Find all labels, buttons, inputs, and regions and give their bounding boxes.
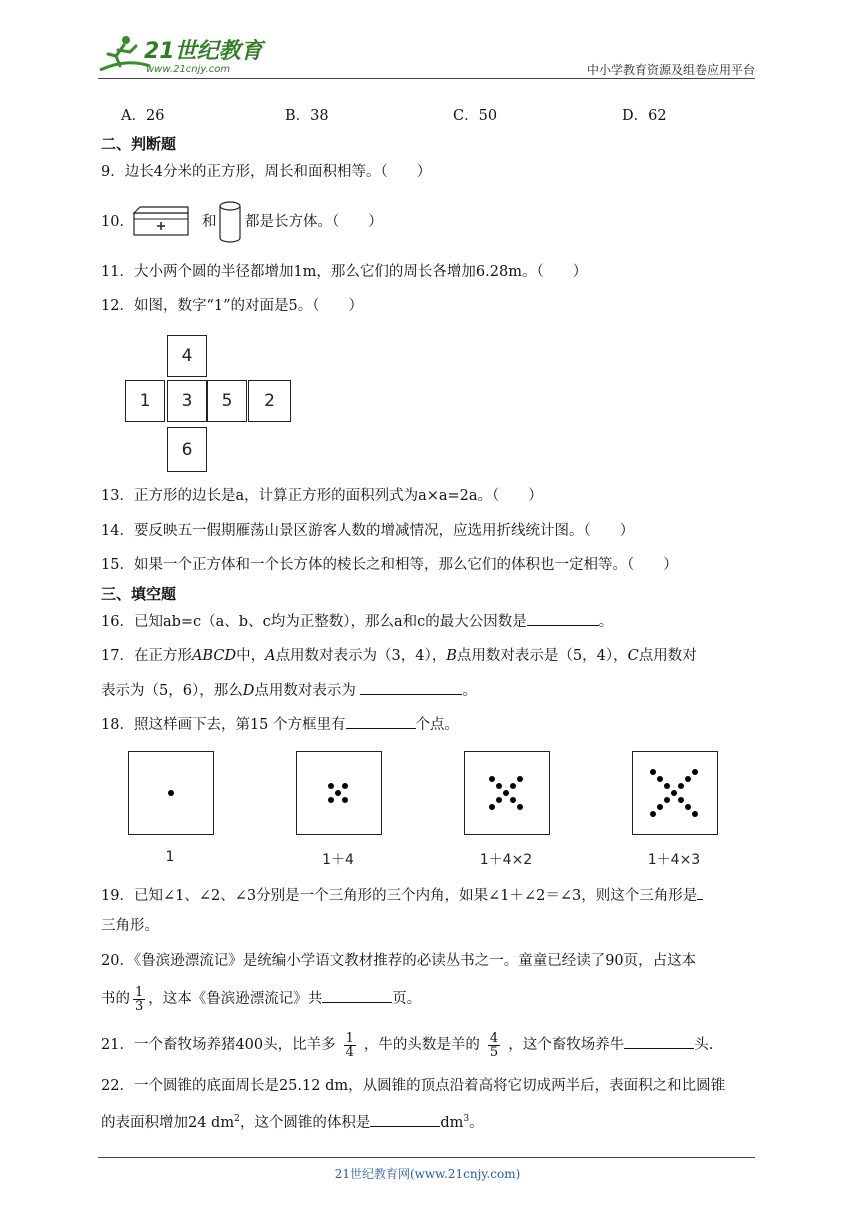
fraction-one-fourth: [344, 1032, 356, 1059]
pattern-dot: [496, 797, 502, 803]
q17-text: 17．在正方形: [101, 648, 192, 664]
q17-text: 表示为（5，6），那么: [101, 683, 243, 699]
question-20-line2: [101, 984, 766, 1014]
pattern-dot: [489, 804, 495, 810]
logo: [96, 30, 266, 78]
question-21: [101, 1030, 766, 1060]
q16-end: 。: [598, 614, 614, 630]
q10-number: 10．: [101, 214, 134, 230]
footer-divider: [98, 1157, 755, 1158]
fraction-one-third: [133, 986, 145, 1013]
q17-end: 。: [462, 683, 477, 699]
pattern-dot: [657, 776, 663, 782]
q22-unit: dm: [440, 1114, 464, 1131]
pattern-dot: [342, 783, 348, 789]
pattern-box-3: [464, 751, 550, 835]
pattern-dot: [489, 776, 495, 782]
q20-text: ，这本《鲁滨逊漂流记》共: [148, 991, 323, 1007]
q17-text: 点用数对表示为（3，4），: [275, 648, 447, 664]
fraction-denominator: 4: [345, 1044, 354, 1060]
q16-answer-blank[interactable]: [527, 611, 599, 626]
cylinder-icon: [217, 200, 243, 244]
logo-main-text: 21世纪教育: [144, 39, 263, 64]
q10-tail: 都是长方体。（ ）: [245, 214, 383, 230]
pattern-dot: [664, 783, 670, 789]
pattern-caption-2: 1＋4: [322, 852, 354, 868]
medicine-box-icon: [132, 205, 190, 237]
q22-superscript: 3: [463, 1114, 470, 1124]
q17-answer-blank[interactable]: [360, 680, 462, 695]
pattern-dot: [328, 783, 334, 789]
pattern-box-1: [128, 751, 214, 835]
pattern-dot: [692, 769, 698, 775]
pattern-dot: [678, 797, 684, 803]
pattern-box-4: [632, 751, 718, 835]
question-19-line2: 三角形。: [101, 918, 159, 934]
q22-answer-blank[interactable]: [370, 1112, 440, 1127]
q17-text: 点用数对表示为: [254, 683, 356, 699]
question-22-line1: 22．一个圆锥的底面周长是25.12 dm，从圆锥的顶点沿着高将它切成两半后，表面积之和比圆锥: [101, 1078, 726, 1094]
question-17-line2: [101, 680, 766, 701]
pattern-dot: [657, 804, 663, 810]
question-13: 13．正方形的边长是a，计算正方形的面积列式为a×a=2a。（ ）: [101, 488, 543, 504]
section-title-judgement: 二、判断题: [101, 135, 177, 153]
pattern-dot: [517, 804, 523, 810]
section-title-fill: 三、填空题: [101, 585, 177, 603]
q20-end: 页。: [392, 991, 422, 1007]
q21-text: ，牛的头数是羊的: [363, 1037, 480, 1053]
net-face-top: 4: [167, 335, 207, 377]
pattern-dot: [510, 783, 516, 789]
q17-text: 点用数对表示是（5，4），: [456, 648, 628, 664]
question-15: 15．如果一个正方体和一个长方体的棱长之和相等，那么它们的体积也一定相等。（ ）: [101, 557, 678, 573]
pattern-dot: [650, 811, 656, 817]
question-22-line2: [101, 1109, 766, 1133]
fraction-denominator: 5: [489, 1044, 499, 1060]
q16-text: 16．已知ab=c（a、b、c均为正整数），那么a和c的最大公因数是: [101, 614, 527, 630]
question-17-line1: [101, 646, 766, 666]
pattern-dot: [685, 776, 691, 782]
q22-text: ，这个圆锥的体积是: [239, 1114, 371, 1131]
pattern-dot: [650, 769, 656, 775]
pattern-dot: [517, 776, 523, 782]
question-18: [101, 714, 766, 735]
pattern-dot: [168, 790, 174, 796]
logo-url-text: www.21cnjy.com: [146, 64, 231, 75]
q22-text: 的表面积增加24 dm: [101, 1114, 235, 1131]
question-12: 12．如图，数字“1”的对面是5。（ ）: [101, 298, 363, 314]
platform-name: 中小学教育资源及组卷应用平台: [586, 63, 755, 77]
net-face-right2: 2: [248, 380, 291, 422]
net-face-bottom: 6: [167, 427, 207, 472]
pattern-dot: [685, 804, 691, 810]
fraction-numerator: 4: [489, 1030, 499, 1046]
pattern-dot: [328, 797, 334, 803]
q8-options: [101, 106, 766, 126]
question-14: 14．要反映五一假期雁荡山景区游客人数的增减情况，应选用折线统计图。（ ）: [101, 523, 635, 539]
pattern-caption-1: 1: [165, 849, 175, 865]
question-19-line1: [101, 885, 766, 906]
q17-text: 中，: [236, 648, 266, 664]
pattern-dot: [671, 790, 677, 796]
q21-answer-blank[interactable]: [624, 1034, 694, 1049]
q18-end: 个点。: [415, 717, 460, 733]
footer-link[interactable]: 21世纪教育网(www.21cnjy.com): [334, 1167, 521, 1181]
fraction-numerator: 1: [135, 984, 144, 1000]
q10-and: 和: [202, 214, 217, 230]
question-11: 11．大小两个圆的半径都增加1m，那么它们的周长各增加6.28m。（ ）: [101, 264, 588, 280]
pattern-caption-3: 1＋4×2: [479, 852, 533, 868]
pattern-dot: [692, 811, 698, 817]
q17-point-c: C: [627, 648, 639, 664]
fraction-four-fifths: [488, 1032, 500, 1059]
pattern-dot: [503, 790, 509, 796]
q17-point-a: A: [265, 648, 276, 664]
question-9: 9．边长4分米的正方形，周长和面积相等。（ ）: [101, 164, 432, 180]
question-20-line1: 20．《鲁滨逊漂流记》是统编小学语文教材推荐的必读丛书之一。童童已经读了90页，占这本: [101, 953, 697, 969]
q17-point-b: B: [446, 648, 457, 664]
pattern-dot: [510, 797, 516, 803]
fraction-numerator: 1: [345, 1030, 354, 1046]
pattern-caption-4: 1＋4×3: [647, 852, 701, 868]
q17-point-d: D: [242, 683, 255, 699]
q22-superscript: 2: [234, 1114, 240, 1124]
net-face-right1: 5: [207, 380, 247, 422]
pattern-dot: [664, 797, 670, 803]
pattern-dot: [678, 783, 684, 789]
option-d: D．62: [622, 108, 667, 124]
option-c: C．50: [453, 108, 498, 124]
runner-logo-icon: [96, 30, 266, 78]
q19-text: 19．已知∠1、∠2、∠3分别是一个三角形的三个内角，如果∠1＋∠2＝∠3，则这个三角形是: [101, 888, 698, 904]
q17-text: 点用数对: [638, 648, 697, 664]
fraction-denominator: 3: [135, 998, 144, 1014]
q20-answer-blank[interactable]: [322, 988, 392, 1003]
option-b: B．38: [285, 108, 329, 124]
q21-text: 21．一个畜牧场养猪400头，比羊多: [101, 1037, 336, 1053]
q20-text: 书的: [101, 991, 130, 1007]
q21-text: ，这个畜牧场养牛: [508, 1037, 625, 1053]
header-divider: [98, 78, 755, 79]
question-16: [101, 611, 766, 632]
pattern-dot: [496, 783, 502, 789]
question-10: [101, 212, 766, 232]
q18-text: 18．照这样画下去，第15 个方框里有: [101, 717, 346, 733]
pattern-box-2: [296, 751, 382, 835]
net-face-left: 1: [125, 380, 165, 422]
pattern-dot: [335, 790, 341, 796]
q17-abcd: ABCD: [191, 648, 237, 664]
q21-end: 头.: [694, 1037, 714, 1053]
q18-answer-blank[interactable]: [346, 714, 416, 729]
option-a: A．26: [121, 108, 165, 124]
net-face-center: 3: [167, 380, 207, 422]
pattern-dot: [342, 797, 348, 803]
q22-end: 。: [469, 1114, 484, 1131]
q19-answer-blank[interactable]: [697, 885, 703, 900]
